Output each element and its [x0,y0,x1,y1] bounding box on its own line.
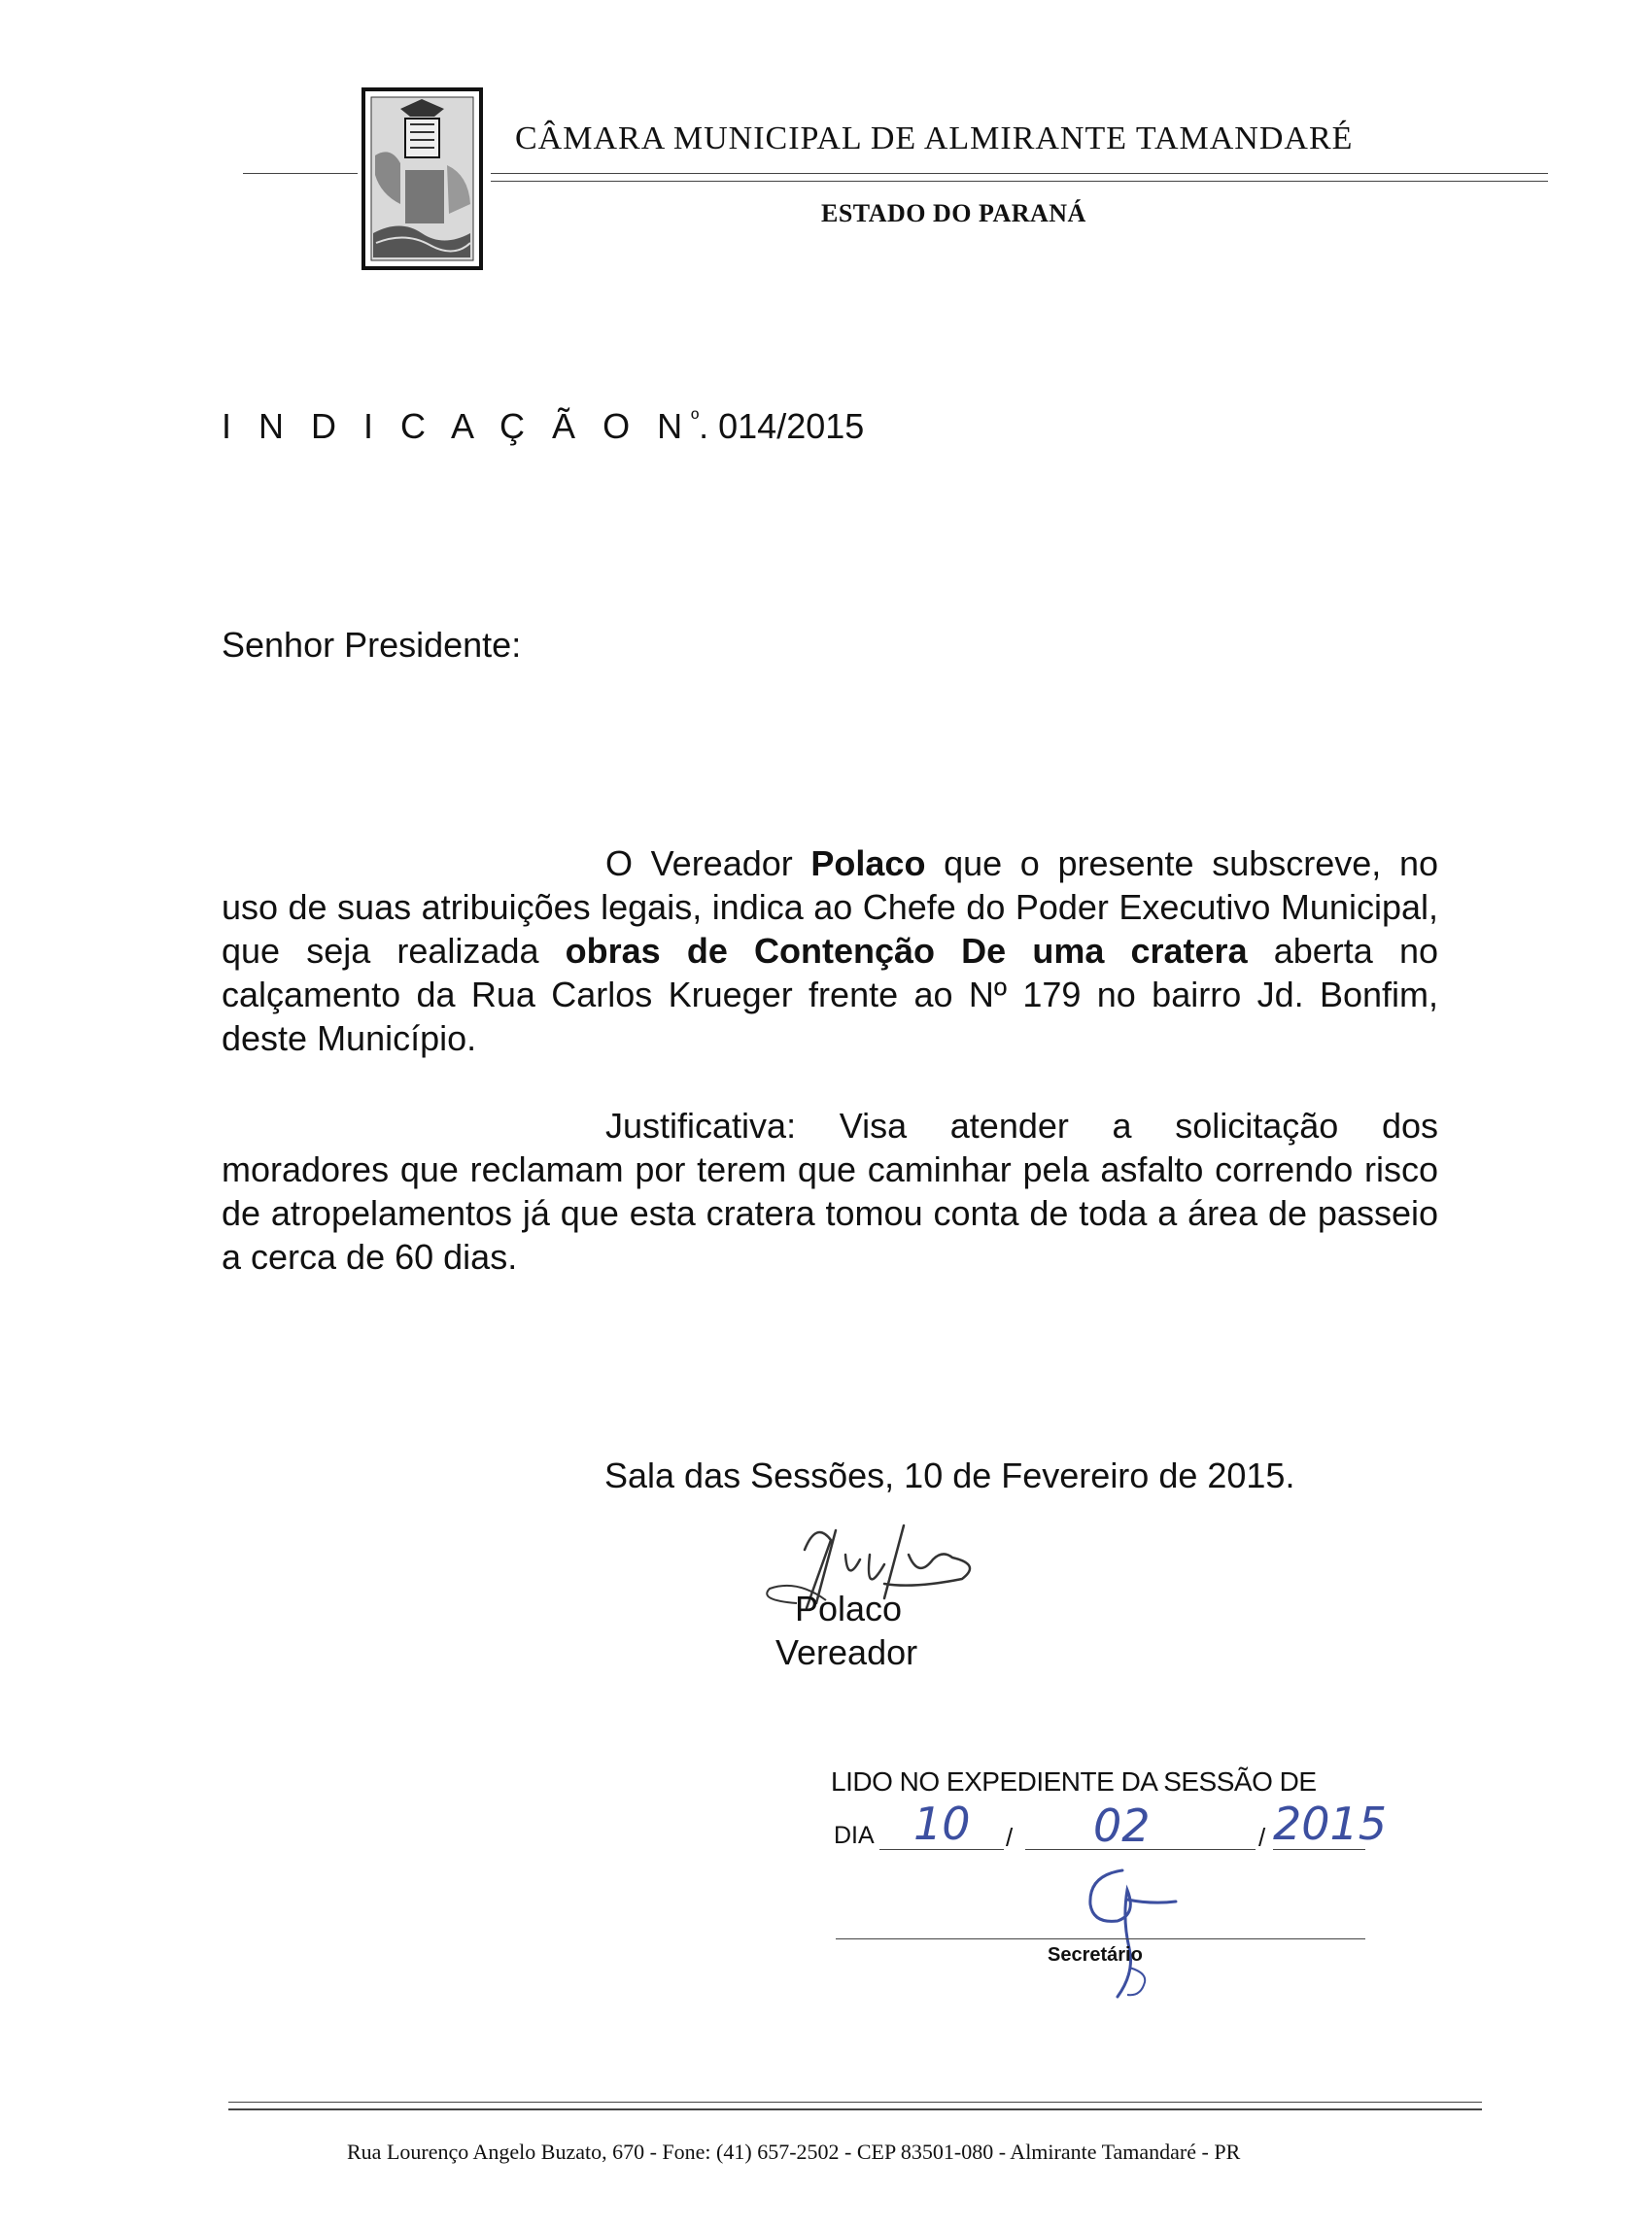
indication-paragraph [222,841,1438,1060]
signer-name: Polaco [795,1589,903,1628]
closing-place-date: Sala das Sessões, 10 de Fevereiro de 2015. [604,1456,1295,1495]
p1-text-2: que o presente subscreve, no uso de suas atribuições legais, indica ao Chefe do Poder Executivo Municipal, que seja realizada [222,843,1438,971]
works-description-bold: obras de Contenção De uma cratera [565,931,1248,971]
title-ordinal: º [691,406,700,430]
justification-paragraph: Justificativa: Visa atender a solicitação dos moradores que reclamam por terem que caminhar pela asfalto correndo risco de atropelamentos já que esta cratera tomou conta de toda a área de passeio a cerca de 60 dias. [222,1106,1438,1277]
stamp-separator-1: / [1006,1823,1014,1852]
stamp-year-handwritten: 2015 [1273,1798,1388,1850]
stamp-secretary-label: Secretário [1048,1944,1143,1966]
state-name: ESTADO DO PARANÁ [821,199,1086,227]
p1-text-1: O Vereador [605,843,811,883]
stamp-day-handwritten: 10 [913,1798,971,1850]
municipal-coat-of-arms-icon [361,87,483,270]
p1-text-3: aberta no calçamento da Rua Carlos Krueger frente ao Nº 179 no bairro Jd. Bonfim, deste Município. [222,931,1439,1058]
title-prefix: I N D I C A Ç Ã O N [222,406,692,446]
footer-address: Rua Lourenço Angelo Buzato, 670 - Fone: (41) 657-2502 - CEP 83501-080 - Almirante Tamandaré - PR [347,2140,1241,2164]
institution-name: CÂMARA MUNICIPAL DE ALMIRANTE TAMANDARÉ [515,120,1354,156]
stamp-separator-2: / [1258,1823,1266,1852]
stamp-month-handwritten: 02 [1093,1799,1151,1852]
councilor-name-bold: Polaco [810,843,926,883]
stamp-title: LIDO NO EXPEDIENTE DA SESSÃO DE [831,1766,1317,1797]
salutation: Senhor Presidente: [222,625,522,665]
title-number: . 014/2015 [699,406,865,446]
secretary-initials-mark [1069,1861,1186,2002]
stamp-dia-label: DIA [834,1822,875,1849]
document-title [222,406,864,447]
signer-role: Vereador [775,1632,918,1672]
